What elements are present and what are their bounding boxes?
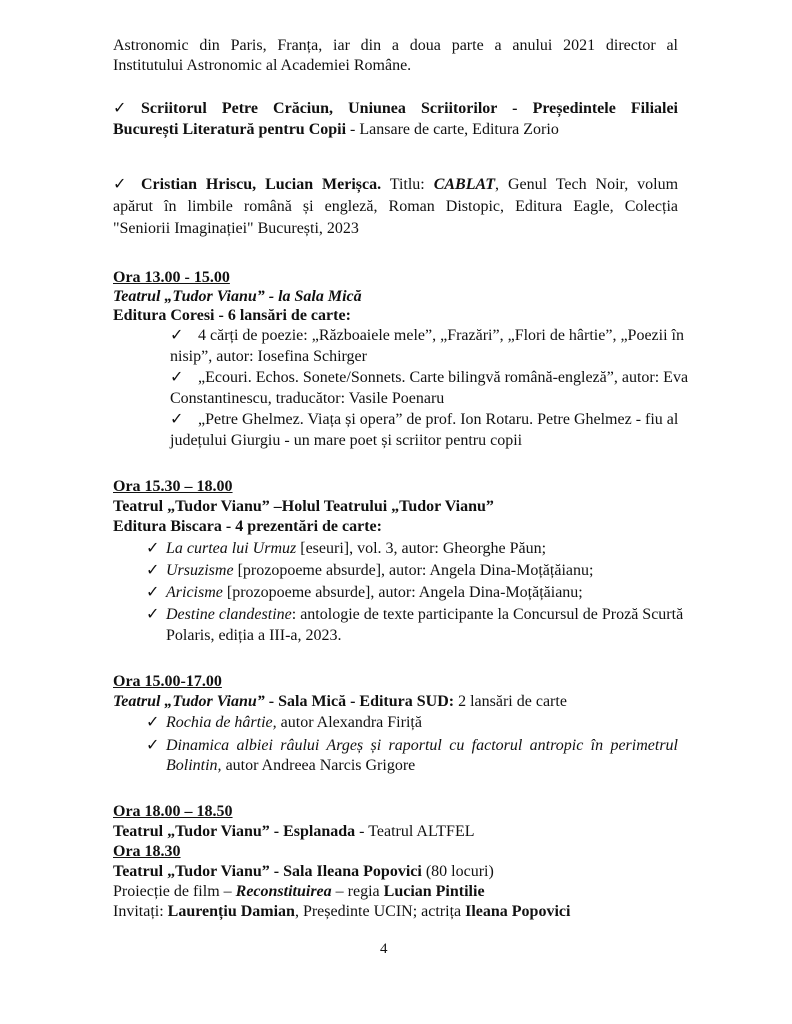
list-item (146, 561, 593, 581)
item-text: autor Andreea Narcis Grigore (221, 757, 416, 774)
venue-detail: (80 locuri) (421, 863, 494, 880)
book-title: Destine clandestine (166, 606, 292, 623)
film-projection (113, 882, 485, 902)
item-text: : antologie de texte participante la Concursul de Proză Scurtă (291, 606, 684, 623)
venue-detail: 2 lansări de carte (454, 693, 567, 710)
guests (113, 902, 570, 922)
section-venue-3 (113, 692, 567, 712)
section-publisher-1: Editura Coresi - 6 lansări de carte: (113, 307, 351, 324)
book-title: Dinamica albiei râului Argeș și raportul cu factorul antropic în perimetrul (166, 737, 678, 754)
section-time-2: Ora 15.30 – 18.00 (113, 478, 233, 495)
film-title: Reconstituirea (235, 883, 332, 900)
venue-name: Teatrul „Tudor Vianu” (113, 693, 265, 710)
entry-cablat-line-2: apărut în limbile română și engleză, Roman Distopic, Editura Eagle, Colecția (113, 198, 678, 215)
entry-cablat-line-3: "Seniorii Imaginației" București, 2023 (113, 220, 359, 237)
entry-detail: - Lansare de carte, Editura Zorio (346, 121, 559, 138)
checkmark-icon: ✓ (146, 540, 160, 557)
section-time-4: Ora 18.00 – 18.50 (113, 803, 233, 820)
section-time-5: Ora 18.30 (113, 843, 181, 860)
item-text: [eseuri], vol. 3, autor: Gheorghe Păun; (296, 540, 547, 557)
section-time-1: Ora 13.00 - 15.00 (113, 269, 230, 286)
checkmark-icon: ✓ (146, 562, 160, 579)
book-title: CABLAT (433, 176, 496, 193)
section-time-3: Ora 15.00-17.00 (113, 673, 222, 690)
entry-author: Scriitorul Petre Crăciun, Uniunea Scriitorilor - Președintele Filialei (141, 100, 678, 117)
section-venue-1: Teatrul „Tudor Vianu” - la Sala Mică (113, 288, 362, 305)
guest-name: Ileana Popovici (465, 903, 571, 920)
entry-subtitle: București Literatură pentru Copii (113, 121, 347, 138)
list-item-cont: Constantinescu, traducător: Vasile Poenaru (170, 390, 445, 407)
venue-room: - Sala Mică - Editura SUD: (264, 693, 455, 710)
entry-text: Titlu: (381, 176, 434, 193)
intro-line-2: Institutului Astronomic al Academiei Române. (113, 57, 412, 74)
entry-petre-craciun (113, 99, 678, 119)
checkmark-icon: ✓ (170, 369, 184, 386)
checkmark-icon: ✓ (146, 584, 160, 601)
checkmark-icon: ✓ (146, 737, 160, 754)
checkmark-icon: ✓ (146, 606, 160, 623)
checkmark-icon: ✓ (170, 327, 184, 344)
list-item (146, 713, 422, 733)
film-label: Proiecție de film – (113, 883, 236, 900)
book-title: Aricisme (166, 584, 223, 601)
section-publisher-2: Editura Biscara - 4 prezentări de carte: (113, 518, 382, 535)
list-item (146, 605, 683, 625)
intro-line-1: Astronomic din Paris, Franța, iar din a doua parte a anului 2021 director al (113, 37, 678, 54)
list-item (146, 736, 678, 776)
checkmark-icon: ✓ (146, 714, 160, 731)
section-venue-2: Teatrul „Tudor Vianu” –Holul Teatrului „Tudor Vianu” (113, 498, 494, 515)
list-item (170, 410, 678, 430)
checkmark-icon: ✓ (113, 176, 127, 193)
venue-detail: - Teatrul ALTFEL (355, 823, 475, 840)
book-title: Rochia de hârtie, (166, 714, 277, 731)
checkmark-icon: ✓ (113, 100, 127, 117)
section-venue-4 (113, 822, 474, 842)
entry-petre-craciun-line-2 (113, 120, 678, 140)
item-text: „Petre Ghelmez. Viața și opera” de prof. Ion Rotaru. Petre Ghelmez - fiu al (198, 411, 679, 428)
book-title: Ursuzisme (166, 562, 234, 579)
film-text: – regia (331, 883, 384, 900)
entry-cablat (113, 175, 678, 195)
checkmark-icon: ✓ (170, 411, 184, 428)
list-item-cont: județului Giurgiu - un mare poet și scriitor pentru copii (170, 432, 523, 449)
list-item (170, 326, 684, 346)
item-text: 4 cărți de poezie: „Războaiele mele”, „Frazări”, „Flori de hârtie”, „Poezii în (198, 327, 684, 344)
list-item (146, 539, 546, 559)
list-item-cont: Polaris, ediția a III-a, 2023. (166, 627, 342, 644)
list-item (146, 583, 583, 603)
entry-authors: Cristian Hriscu, Lucian Merișca. (141, 176, 382, 193)
entry-text: , Genul Tech Noir, volum (495, 176, 679, 193)
guest-name: Laurențiu Damian (167, 903, 295, 920)
item-text: „Ecouri. Echos. Sonete/Sonnets. Carte bilingvă română-engleză”, autor: Eva (198, 369, 689, 386)
book-title: La curtea lui Urmuz (166, 540, 297, 557)
list-item-cont: nisip”, autor: Iosefina Schirger (170, 348, 367, 365)
list-item (170, 368, 688, 388)
book-title-cont: Bolintin, (166, 757, 222, 774)
item-text: [prozopoeme absurde], autor: Angela Dina-Moțățăianu; (233, 562, 594, 579)
item-text: [prozopoeme absurde], autor: Angela Dina-Moțățăianu; (222, 584, 583, 601)
item-text: autor Alexandra Firiță (276, 714, 422, 731)
page-number: 4 (380, 941, 388, 957)
venue-name: Teatrul „Tudor Vianu” - Esplanada (113, 823, 356, 840)
film-director: Lucian Pintilie (383, 883, 485, 900)
guests-text: , Președinte UCIN; actrița (294, 903, 466, 920)
section-venue-5 (113, 862, 494, 882)
guests-label: Invitați: (113, 903, 168, 920)
venue-name: Teatrul „Tudor Vianu” - Sala Ileana Popovici (113, 863, 422, 880)
